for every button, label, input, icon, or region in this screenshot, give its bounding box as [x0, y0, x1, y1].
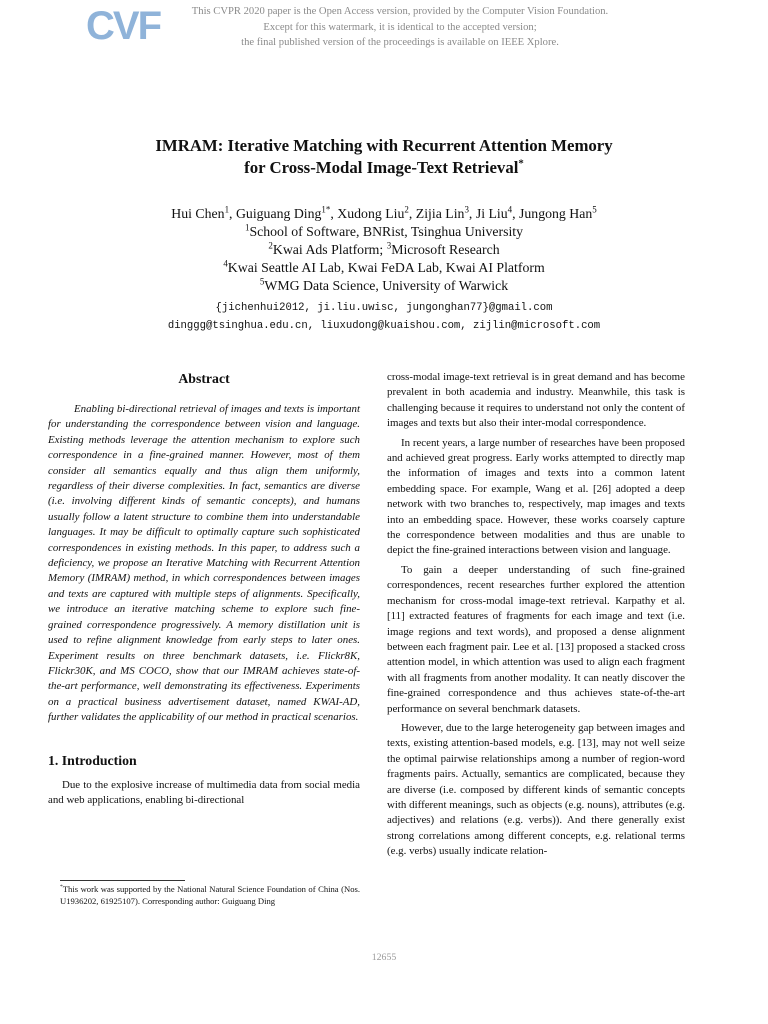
- title-footnote-marker: *: [518, 157, 524, 170]
- author-name: Ji Liu: [475, 206, 508, 221]
- affiliation-sup: 4: [223, 258, 228, 269]
- title-line-2: [40, 157, 728, 179]
- author-affiliation-sup: 1: [224, 204, 230, 215]
- author-block: [40, 205, 728, 295]
- author-affiliation-sup: 5: [592, 204, 597, 215]
- abstract-heading: Abstract: [178, 371, 230, 386]
- body-paragraph: However, due to the large heterogeneity gap between images and texts, existing attention-based models, e.g. [13], may not well seize the optimal pairwise relationships among a number of region-word fragments pairs. Actually, semantics are complicated, because they are diverse (i.e. composed by different kinds of semantic concepts with different meanings, such as objects (e.g. nouns), attributes (e.g. adjectives) and relations (e.g. verbs)). And there generally exist strong correlations among different concepts, e.g. relational terms (e.g. verbs) usually indicate relation-: [387, 721, 685, 858]
- affiliation-2-3: [40, 241, 728, 259]
- affiliation-sup: 5: [259, 276, 265, 287]
- affiliation-text: Kwai Ads Platform;: [272, 242, 387, 257]
- affiliation-sup: 3: [386, 240, 392, 251]
- cvf-logo: CVF: [86, 4, 160, 48]
- affiliation-5: [40, 277, 728, 295]
- author-name: Hui Chen: [171, 206, 225, 221]
- affiliation-sup: 2: [268, 240, 273, 251]
- title-line-1: IMRAM: Iterative Matching with Recurrent Attention Memory: [155, 136, 613, 155]
- abstract-body: Enabling bi-directional retrieval of images and texts is important for understanding the correspondence between vision and language. Existing methods leverage the attention mechanism to explore such correspondence in a fine-grained manner. However, most of them consider all semantics equally and thus align them uniformly, regardless of their diverse complexities. In fact, semantics are diverse (i.e. involving different kinds of semantic concepts), and humans usually follow a latent structure to combine them into understandable languages. It may be difficult to optimally capture such sophisticated correspondences in existing methods. In this paper, to address such a deficiency, we propose an Iterative Matching with Recurrent Attention Memory (IMRAM) method, in which correspondences between images and texts are captured with multiple steps of alignments. Specifically, we introduce an iterative matching scheme to explore such fine-grained correspondence progressively. A memory distillation unit is used to refine alignment knowledge from early steps to later ones. Experiment results on three benchmark datasets, i.e. Flickr8K, Flickr30K, and MS COCO, show that our IMRAM achieves state-of-the-art performance, well demonstrating its effectiveness. Experiments on a practical business advertisement dataset, named KWAI-AD, further validates the applicability of our method in practical scenarios.: [48, 403, 360, 724]
- author-name: Guiguang Ding: [235, 206, 322, 221]
- author-name: Zijia Lin: [415, 206, 465, 221]
- paper-title: [40, 135, 728, 179]
- title-line-2-text: for Cross-Modal Image-Text Retrieval: [244, 158, 519, 177]
- open-access-watermark: [150, 4, 650, 51]
- email-line-1: {jichenhui2012, ji.liu.uwisc, jungonghan77}@gmail.com: [215, 302, 553, 314]
- body-paragraph: To gain a deeper understanding of such fine-grained correspondences, recent researches further explored the attention mechanism for cross-modal image-text retrieval. Karpathy et al. [11] extracted features of fragments for each image and text (i.e. image regions and text words), and proposed a dense alignment between each fragment pair. Lee et al. [13] proposed a stacked cross attention model, in which attention was used to align each fragment with all fragments from another modality. It can neatly discover the fine-grained correspondence and thus achieves state-of-the-art performance on several benchmark datasets.: [387, 563, 685, 715]
- affiliation-sup: 1: [244, 222, 250, 233]
- footnote-text: This work was supported by the National Natural Science Foundation of China (Nos. U1936202, 61925107). Corresponding author: Guiguang Ding: [60, 884, 360, 906]
- watermark-line-3: the final published version of the proceedings is available on IEEE Xplore.: [241, 37, 559, 48]
- author-affiliation-sup: 1*: [321, 204, 331, 215]
- introduction-heading: 1. Introduction: [48, 752, 137, 768]
- footnote-divider: [60, 880, 185, 881]
- page-number: 12655: [371, 952, 397, 963]
- right-column: [387, 370, 685, 864]
- affiliation-text: School of Software, BNRist, Tsinghua University: [249, 224, 524, 239]
- watermark-line-2: Except for this watermark, it is identical to the accepted version;: [263, 21, 537, 33]
- body-paragraph: In recent years, a large number of researches have been proposed and achieved great progress. Early works attempted to directly map the information of images and texts into a common latent embedding space. For example, Wang et al. [26] adopted a deep network with two branches to, respectively, map images and texts into an embedding space. However, these works coarsely capture the correspondence between modalities and thus are unable to depict the fine-grained interactions between vision and language.: [387, 436, 685, 557]
- author-affiliation-sup: 2: [404, 204, 409, 215]
- affiliation-text: Microsoft Research: [391, 242, 500, 257]
- author-list: Hui Chen$^1$, Guiguang Ding$^{1*}$, Xudong Liu$^2$, Zijia Lin$^3$, Ji Liu$^4$, Jungong Han$^5$: [171, 204, 597, 221]
- email-line-2: dinggg@tsinghua.edu.cn, liuxudong@kuaishou.com, zijlin@microsoft.com: [167, 319, 601, 332]
- footnote: [60, 884, 360, 907]
- author-name: Xudong Liu: [337, 206, 405, 221]
- affiliation-text: WMG Data Science, University of Warwick: [264, 278, 509, 293]
- left-column: [48, 370, 360, 812]
- affiliation-1: [40, 223, 728, 241]
- author-affiliation-sup: 4: [507, 204, 513, 215]
- introduction-paragraph: Due to the explosive increase of multimedia data from social media and web applications, enabling bi-directional: [48, 778, 360, 806]
- affiliation-text: Kwai Seattle AI Lab, Kwai FeDA Lab, Kwai AI Platform: [227, 260, 545, 275]
- affiliation-4: [40, 259, 728, 277]
- author-name: Jungong Han: [519, 206, 593, 221]
- watermark-line-1: This CVPR 2020 paper is the Open Access version, provided by the Computer Vision Foundation.: [191, 6, 609, 17]
- footnote-marker: *: [60, 884, 63, 891]
- body-paragraph: cross-modal image-text retrieval is in great demand and has become prevalent in both academia and industry. Meanwhile, this task is challenging because it requires to understand not only the content of images and texts but also their inter-modal correspondence.: [387, 371, 685, 430]
- author-emails: [20, 300, 748, 335]
- author-affiliation-sup: 3: [464, 204, 469, 215]
